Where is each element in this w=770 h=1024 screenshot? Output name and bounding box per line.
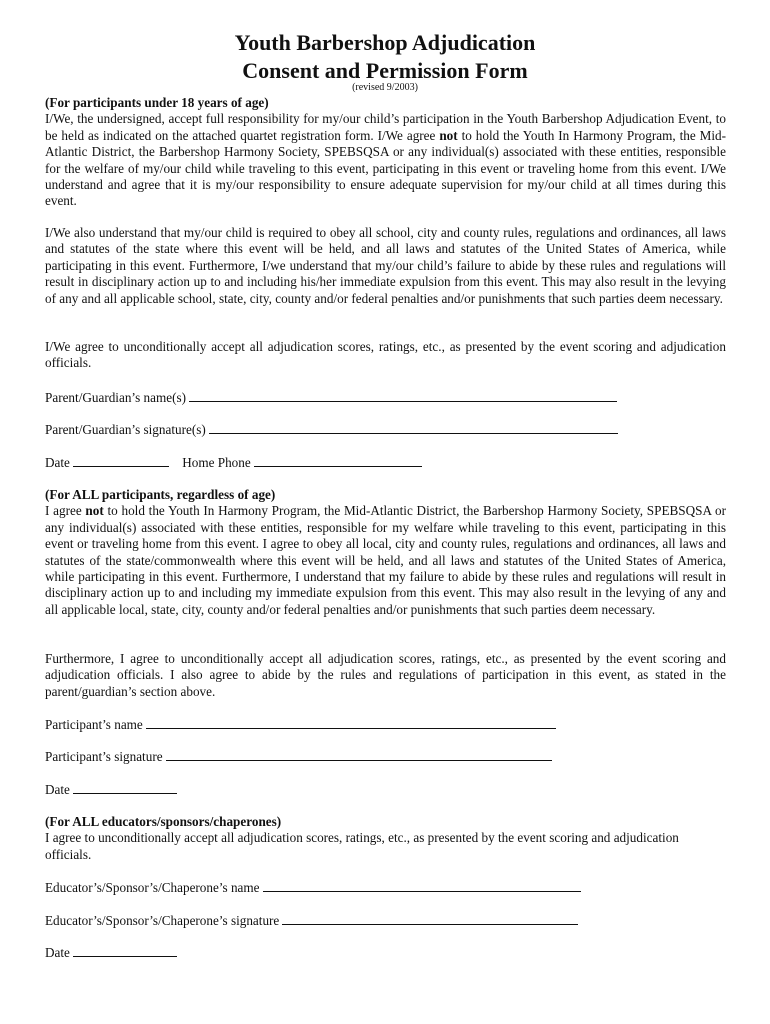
educator-name-row: [45, 879, 581, 896]
participant-signature-label: Participant’s signature: [45, 749, 163, 764]
all-section-text: [45, 487, 726, 618]
participant-date-row: [45, 781, 177, 798]
participant-name-label: Participant’s name: [45, 717, 143, 732]
revision-note: (revised 9/2003): [352, 82, 418, 93]
minor-paragraph-responsibility: [45, 111, 726, 209]
all-paragraph-1a: I agree: [45, 503, 86, 519]
participant-date-field[interactable]: [73, 781, 177, 794]
home-phone-label: Home Phone: [182, 455, 251, 470]
form-title-line2: Consent and Permission Form: [242, 58, 528, 83]
participant-date-label: Date: [45, 782, 70, 797]
minor-section-scores: [45, 339, 726, 372]
guardian-date-phone-row: [45, 454, 422, 471]
all-paragraph-responsibility: [45, 503, 726, 618]
participant-signature-field[interactable]: [166, 748, 552, 761]
participant-name-row: [45, 716, 556, 733]
all-section-heading: (For ALL participants, regardless of age): [45, 487, 276, 502]
form-title-line1: Youth Barbershop Adjudication: [234, 30, 536, 55]
educator-section-text: [45, 814, 726, 863]
minor-paragraph-1-bold: not: [439, 127, 458, 143]
all-paragraph-1-bold: not: [85, 503, 104, 519]
minor-paragraph-1b: to hold the Youth In Harmony Program, the Mid-Atlantic District, the Barbershop Harmony Society, SPEBSQSA or any individual(s) associated with these entities, responsible for the welfare of my/our child while traveling to this event, participating in this event or traveling home from this event. I/We understand and agree that it is my/our responsibility to ensure adequate supervision for my/our child at all times during this event.: [45, 127, 726, 209]
minor-paragraph-scores: I/We agree to unconditionally accept all adjudication scores, ratings, etc., as presented by the event scoring and adjudication officials.: [45, 339, 726, 371]
guardian-signature-row: [45, 421, 618, 438]
minor-paragraph-rules: I/We also understand that my/our child is required to obey all school, city and county rules, regulations and ordinances, all laws and statutes of the state where this event will be held, and all laws and statutes of the United States of America, while participating in this event. Furthermore, I/we understand that my/our child’s failure to abide by these rules and regulations will result in disciplinary action up to and including his/her immediate expulsion from this event. This may also result in the levying of any and all applicable school, state, city, county and/or federal penalties and/or punishments that such parties deem necessary.: [45, 225, 726, 306]
educator-name-field[interactable]: [263, 879, 581, 892]
minor-section-text: [45, 95, 726, 210]
educator-name-label: Educator’s/Sponsor’s/Chaperone’s name: [45, 880, 260, 895]
participant-signature-row: [45, 748, 552, 765]
home-phone-field[interactable]: [254, 454, 422, 467]
educator-signature-field[interactable]: [282, 912, 578, 925]
guardian-date-label: Date: [45, 455, 70, 470]
minor-paragraph-1a: I/We, the undersigned, accept full responsibility for my/our child’s participation in the Youth Barbershop Adjudication Event, to be held as indicated on the attached quartet registration form. I/We agree: [45, 111, 726, 143]
educator-date-row: [45, 944, 177, 961]
educator-date-label: Date: [45, 945, 70, 960]
all-paragraph-scores: Furthermore, I agree to unconditionally accept all adjudication scores, ratings, etc., as presented by the event scoring and adjudication officials. I also agree to abide by the rules and regulations of participation in this event, as stated in the parent/guardian’s section above.: [45, 651, 726, 699]
participant-name-field[interactable]: [146, 716, 556, 729]
guardian-signature-field[interactable]: [209, 421, 618, 434]
educator-signature-row: [45, 912, 578, 929]
guardian-date-field[interactable]: [73, 454, 169, 467]
all-section-scores: [45, 651, 726, 700]
all-paragraph-1b: to hold the Youth In Harmony Program, the Mid-Atlantic District, the Barbershop Harmony Society, SPEBSQSA or any individual(s) associated with these entities, responsible for my welfare while traveling to this event, participating in this event or traveling home from this event. I agree to obey all local, city and county rules, regulations and ordinances, all laws and statutes of the state/commonwealth where this event will be held, and all laws and statutes of the United States of America, while participating in this event. Furthermore, I understand that my failure to abide by these rules and regulations will result in disciplinary action up to and including my immediate expulsion from this event. This may also result in the levying of any and all applicable local, state, city, county and/or federal penalties and/or punishments that such parties deem necessary.: [45, 503, 727, 617]
educator-date-field[interactable]: [73, 944, 177, 957]
minor-section-heading: (For participants under 18 years of age): [45, 95, 269, 110]
guardian-name-row: [45, 389, 617, 406]
guardian-name-label: Parent/Guardian’s name(s): [45, 390, 186, 405]
guardian-signature-label: Parent/Guardian’s signature(s): [45, 422, 206, 437]
minor-section-rules: [45, 225, 726, 307]
educator-paragraph-scores: I agree to unconditionally accept all adjudication scores, ratings, etc., as presented by the event scoring and adjudication officials.: [45, 830, 679, 862]
guardian-name-field[interactable]: [189, 389, 617, 402]
educator-signature-label: Educator’s/Sponsor’s/Chaperone’s signature: [45, 913, 280, 928]
educator-section-heading: (For ALL educators/sponsors/chaperones): [45, 814, 282, 829]
